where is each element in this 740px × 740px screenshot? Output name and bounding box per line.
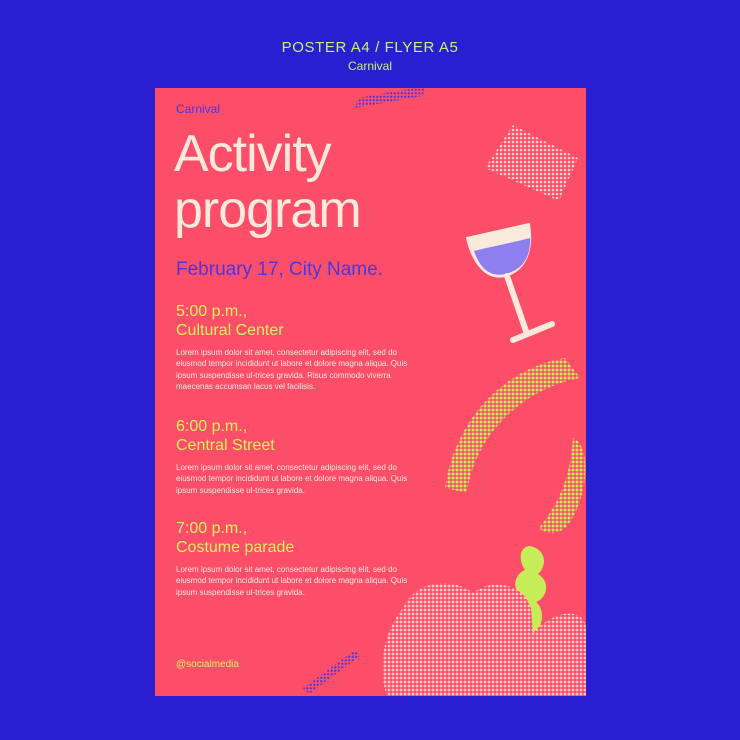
title-line-1: Activity bbox=[174, 125, 331, 183]
title-line-2: program bbox=[174, 181, 361, 239]
wine-glass-icon bbox=[467, 224, 552, 340]
event-place: Central Street bbox=[176, 437, 275, 454]
event-item bbox=[176, 519, 416, 598]
header-subtitle: Carnival bbox=[347, 59, 392, 73]
poster-title bbox=[174, 126, 474, 238]
event-date: February 17, City Name. bbox=[176, 259, 383, 280]
event-item bbox=[176, 417, 416, 496]
event-place: Cultural Center bbox=[176, 322, 284, 339]
poster bbox=[155, 88, 586, 696]
page-header bbox=[0, 38, 740, 74]
event-time: 7:00 p.m., bbox=[176, 520, 248, 537]
confetti-bottom bbox=[303, 650, 360, 694]
event-time: 5:00 p.m., bbox=[176, 303, 248, 320]
event-item bbox=[176, 302, 416, 393]
event-description: Lorem ipsum dolor sit amet, consectetur adipiscing elit, sed do eiusmod tempor incididunt ut labore et dolore magna aliqua. Quis ipsum suspendisse ul-trices gravida. bbox=[176, 565, 408, 597]
social-handle: @socialmedia bbox=[176, 659, 239, 670]
mask-shape bbox=[382, 583, 586, 696]
event-time: 6:00 p.m., bbox=[176, 418, 248, 435]
confetti-top bbox=[355, 88, 425, 108]
halftone-ribbon bbox=[485, 125, 578, 201]
poster-brand: Carnival bbox=[176, 102, 221, 116]
header-title: POSTER A4 / FLYER A5 bbox=[281, 39, 459, 56]
event-place: Costume parade bbox=[176, 539, 295, 556]
event-description: Lorem ipsum dolor sit amet, consectetur adipiscing elit, sed do eiusmod tempor incididunt ut labore et dolore magna aliqua. Quis ipsum suspendisse ul-trices gravida. bbox=[176, 463, 408, 495]
event-description: Lorem ipsum dolor sit amet, consectetur adipiscing elit, sed do eiusmod tempor incididunt ut labore et dolore magna aliqua. Quis ipsum suspendisse ul-trices gravida. Risus commodo viverra maecenas accumsan lacus vel facilisis. bbox=[176, 348, 408, 392]
green-halftone-arc bbox=[445, 358, 585, 533]
